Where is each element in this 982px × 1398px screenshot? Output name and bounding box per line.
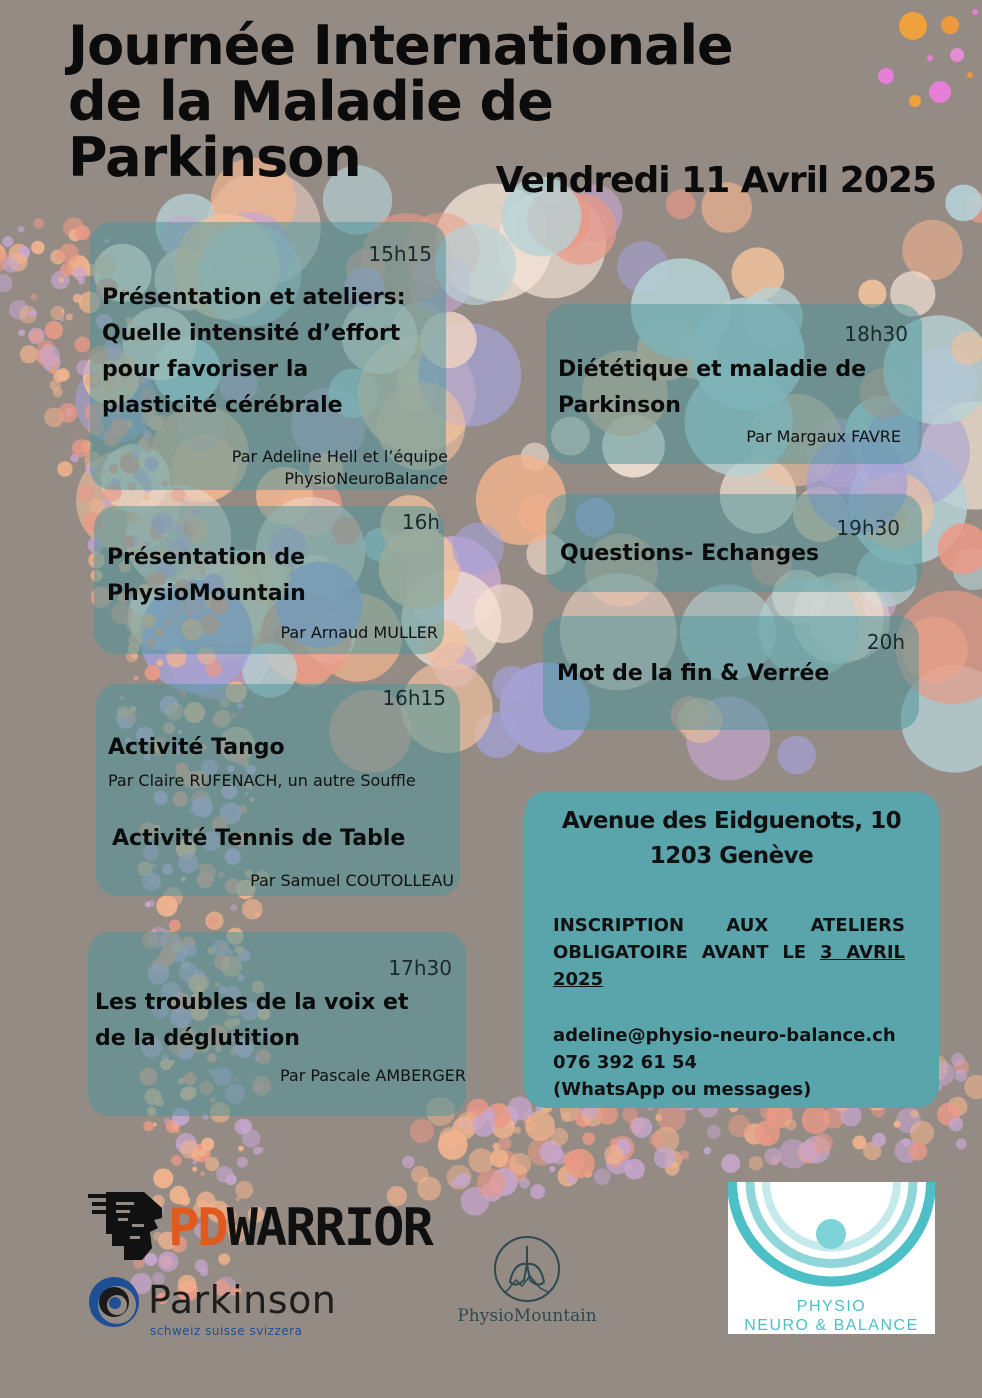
address-line: Avenue des Eidguenots, 10 bbox=[561, 808, 902, 834]
session-card-1515 bbox=[90, 222, 446, 490]
bokeh-dot bbox=[169, 920, 181, 932]
bokeh-dot bbox=[582, 1132, 595, 1145]
session-speaker: Par Margaux FAVRE bbox=[746, 427, 901, 446]
registration-note bbox=[553, 912, 905, 993]
bokeh-dot bbox=[253, 1147, 261, 1155]
bokeh-dot bbox=[519, 1178, 530, 1189]
event-date: Vendredi 11 Avril 2025 bbox=[495, 160, 936, 201]
bokeh-dot bbox=[951, 1053, 964, 1066]
session-title-line: Quelle intensité d’effort bbox=[102, 321, 401, 346]
bokeh-dot bbox=[498, 1137, 511, 1150]
session-title-line: Les troubles de la voix et bbox=[95, 990, 409, 1015]
pnb-arc-icon bbox=[728, 1182, 935, 1292]
pd-warrior-logo bbox=[88, 1186, 432, 1266]
bokeh-dot bbox=[649, 1132, 663, 1146]
title-line-1: Journée Internationale bbox=[68, 14, 733, 77]
session-time: 18h30 bbox=[844, 322, 908, 346]
session-title-tennis: Activité Tennis de Table bbox=[112, 826, 406, 851]
pd-word: PD bbox=[168, 1198, 227, 1258]
bokeh-dot bbox=[238, 1146, 244, 1152]
bokeh-dot bbox=[749, 1156, 764, 1171]
bokeh-dot bbox=[909, 1142, 928, 1161]
bokeh-dot bbox=[964, 1075, 982, 1099]
bokeh-dot bbox=[75, 225, 90, 240]
bokeh-dot bbox=[929, 81, 951, 103]
session-card-1830 bbox=[546, 304, 922, 464]
bokeh-dot bbox=[192, 1167, 197, 1172]
bokeh-dot bbox=[765, 1148, 782, 1165]
bokeh-dot bbox=[779, 1139, 808, 1168]
session-title-line: Parkinson bbox=[558, 393, 681, 418]
bokeh-dot bbox=[760, 1133, 770, 1143]
bokeh-dot bbox=[66, 313, 73, 320]
contact-phone[interactable]: 076 392 61 54 bbox=[553, 1052, 698, 1073]
bokeh-dot bbox=[59, 243, 79, 263]
session-title-line: de la déglutition bbox=[95, 1026, 300, 1051]
physiomountain-logo bbox=[452, 1234, 602, 1334]
bokeh-dot bbox=[972, 9, 978, 15]
bokeh-dot bbox=[73, 267, 86, 280]
bokeh-dot bbox=[490, 1149, 508, 1167]
bokeh-dot bbox=[58, 277, 64, 283]
bokeh-dot bbox=[550, 1128, 568, 1146]
session-speaker: Par Pascale AMBERGER bbox=[279, 1066, 466, 1085]
bokeh-dot bbox=[205, 1157, 219, 1171]
bokeh-dot bbox=[242, 899, 263, 920]
session-time: 16h15 bbox=[382, 686, 446, 710]
session-title bbox=[107, 540, 306, 612]
bokeh-dot bbox=[18, 329, 25, 336]
bokeh-dot bbox=[941, 16, 959, 34]
session-title bbox=[558, 352, 866, 424]
bokeh-dot bbox=[171, 1155, 182, 1166]
parkinson-languages: schweiz suisse svizzera bbox=[150, 1324, 303, 1338]
session-card-1615 bbox=[96, 684, 460, 896]
bokeh-dot bbox=[200, 1171, 205, 1176]
bokeh-dot bbox=[226, 1174, 237, 1185]
parkinson-suisse-logo bbox=[88, 1276, 368, 1340]
bokeh-dot bbox=[199, 1149, 207, 1157]
session-title-line: Présentation de bbox=[107, 545, 306, 570]
bokeh-dot bbox=[33, 218, 44, 229]
bokeh-dot bbox=[680, 1150, 689, 1159]
bokeh-dot bbox=[967, 72, 973, 78]
session-title-line: Présentation et ateliers: bbox=[102, 285, 406, 310]
registration-deadline: 3 AVRIL 2025 bbox=[553, 942, 905, 990]
speaker-line: Par Adeline Hell et l’équipe bbox=[231, 447, 448, 466]
bokeh-dot bbox=[785, 1119, 797, 1131]
session-title-line: Diététique et maladie de bbox=[558, 357, 866, 382]
bokeh-dot bbox=[410, 1119, 434, 1143]
bokeh-dot bbox=[145, 665, 161, 681]
physiomountain-wordmark: PhysioMountain bbox=[457, 1306, 597, 1326]
bokeh-dot bbox=[549, 1166, 555, 1172]
bokeh-dot bbox=[565, 1149, 594, 1178]
bokeh-dot bbox=[143, 1121, 154, 1132]
session-title bbox=[95, 985, 408, 1057]
session-card-1930 bbox=[546, 494, 922, 592]
bokeh-dot bbox=[143, 494, 150, 501]
bokeh-dot bbox=[180, 1140, 199, 1159]
speaker-line: PhysioNeuroBalance bbox=[284, 469, 448, 488]
bokeh-dot bbox=[956, 1138, 967, 1149]
bokeh-dot bbox=[927, 55, 933, 61]
bokeh-dot bbox=[50, 380, 61, 391]
bokeh-dot bbox=[57, 461, 72, 476]
parkinson-wordmark: Parkinson bbox=[148, 1278, 337, 1322]
physio-neuro-balance-logo bbox=[728, 1182, 935, 1334]
bokeh-dot bbox=[77, 485, 95, 503]
session-speaker bbox=[232, 446, 448, 490]
bokeh-dot bbox=[456, 1173, 470, 1187]
bokeh-dot bbox=[30, 294, 37, 301]
bokeh-dot bbox=[899, 12, 927, 40]
bokeh-dot bbox=[704, 1147, 712, 1155]
session-speaker-tennis: Par Samuel COUTOLLEAU bbox=[250, 871, 454, 890]
title-line-2: de la Maladie de bbox=[68, 70, 553, 133]
bokeh-dot bbox=[60, 317, 65, 322]
bokeh-dot bbox=[955, 1069, 968, 1082]
bokeh-dot bbox=[230, 904, 237, 911]
warrior-word: WARRIOR bbox=[226, 1198, 432, 1258]
bokeh-dot bbox=[435, 224, 516, 305]
session-time: 20h bbox=[866, 630, 905, 654]
bokeh-dot bbox=[721, 1154, 740, 1173]
bokeh-dot bbox=[74, 337, 90, 353]
contact-email[interactable]: adeline@physio-neuro-balance.ch bbox=[553, 1025, 896, 1046]
bokeh-dot bbox=[728, 1115, 750, 1137]
bokeh-dot bbox=[452, 523, 503, 574]
bokeh-dot bbox=[0, 274, 12, 292]
bokeh-dot bbox=[604, 1145, 623, 1164]
bokeh-dot bbox=[950, 48, 964, 62]
session-card-20h bbox=[543, 616, 919, 730]
pnb-line-2: NEURO & BALANCE bbox=[744, 1317, 919, 1334]
bokeh-dot bbox=[438, 1130, 468, 1160]
session-title bbox=[102, 280, 406, 424]
session-card-1730 bbox=[88, 932, 466, 1116]
bokeh-dot bbox=[411, 1166, 429, 1184]
parkinson-swirl-icon bbox=[88, 1276, 140, 1328]
session-title-tango: Activité Tango bbox=[108, 735, 285, 760]
session-title-line: PhysioMountain bbox=[107, 581, 306, 606]
bokeh-dot bbox=[29, 309, 37, 317]
bokeh-dot bbox=[852, 1136, 866, 1150]
info-card bbox=[524, 792, 939, 1108]
session-time: 16h bbox=[401, 510, 440, 534]
bokeh-dot bbox=[894, 1121, 901, 1128]
bokeh-dot bbox=[20, 345, 38, 363]
venue-address bbox=[524, 804, 939, 874]
session-speaker-tango: Par Claire RUFENACH, un autre Souffle bbox=[108, 771, 416, 790]
session-time: 19h30 bbox=[836, 516, 900, 540]
session-title: Mot de la fin & Verrée bbox=[557, 661, 830, 686]
bokeh-dot bbox=[910, 1121, 934, 1145]
bokeh-dot bbox=[902, 1138, 910, 1146]
bokeh-dot bbox=[208, 917, 217, 926]
bokeh-dot bbox=[813, 1133, 833, 1153]
bokeh-dot bbox=[156, 659, 163, 666]
session-speaker: Par Arnaud MULLER bbox=[280, 623, 438, 642]
address-line: 1203 Genève bbox=[649, 843, 814, 869]
bokeh-dot bbox=[477, 1169, 506, 1198]
bokeh-dot bbox=[655, 1114, 662, 1121]
bokeh-dot bbox=[134, 676, 139, 681]
bokeh-dot bbox=[2, 236, 13, 247]
bokeh-dot bbox=[73, 294, 82, 303]
bokeh-dot bbox=[909, 95, 921, 107]
pd-warrior-wordmark bbox=[168, 1200, 432, 1256]
warrior-head-icon bbox=[88, 1188, 168, 1264]
bokeh-dot bbox=[949, 1117, 963, 1131]
session-title: Questions- Echanges bbox=[560, 541, 820, 566]
bokeh-dot bbox=[72, 439, 90, 457]
bokeh-dot bbox=[654, 1147, 675, 1168]
bokeh-dot bbox=[777, 736, 816, 775]
contact-block bbox=[553, 1022, 896, 1103]
bokeh-dot bbox=[45, 321, 63, 339]
registration-text: INSCRIPTION AUX ATELIERS OBLIGATOIRE AVANT LE bbox=[553, 915, 905, 963]
bokeh-dot bbox=[910, 1109, 919, 1118]
bokeh-dot bbox=[530, 1184, 545, 1199]
bokeh-dot bbox=[631, 1117, 652, 1138]
bokeh-dot bbox=[3, 257, 19, 273]
bokeh-dot bbox=[235, 1119, 251, 1135]
bokeh-dot bbox=[58, 403, 78, 423]
title-line-3: Parkinson bbox=[68, 126, 361, 189]
bokeh-dot bbox=[594, 1168, 611, 1185]
contact-phone-note: (WhatsApp ou messages) bbox=[553, 1079, 812, 1100]
bokeh-dot bbox=[483, 1109, 495, 1121]
bokeh-dot bbox=[60, 263, 73, 276]
session-time: 17h30 bbox=[388, 956, 452, 980]
bokeh-dot bbox=[707, 1125, 721, 1139]
bokeh-dot bbox=[39, 345, 60, 366]
lungs-mountain-icon bbox=[492, 1234, 562, 1304]
bokeh-dot bbox=[878, 68, 894, 84]
bokeh-dot bbox=[561, 1112, 571, 1122]
pnb-line-1: PHYSIO bbox=[796, 1298, 867, 1315]
bokeh-dot bbox=[624, 1159, 645, 1180]
bokeh-dot bbox=[192, 1160, 196, 1164]
bokeh-dot bbox=[945, 185, 982, 222]
session-title-line: plasticité cérébrale bbox=[102, 393, 343, 418]
session-title-line: pour favoriser la bbox=[102, 357, 309, 382]
bokeh-dot bbox=[149, 900, 155, 906]
session-time: 15h15 bbox=[368, 242, 432, 266]
bokeh-dot bbox=[18, 226, 25, 233]
bokeh-dot bbox=[527, 1109, 534, 1116]
bokeh-dot bbox=[31, 241, 45, 255]
bokeh-dot bbox=[237, 1157, 248, 1168]
bokeh-dot bbox=[402, 1156, 415, 1169]
bokeh-dot bbox=[153, 1122, 157, 1126]
bokeh-dot bbox=[29, 330, 42, 343]
bokeh-dot bbox=[902, 220, 962, 280]
bokeh-dot bbox=[514, 1127, 521, 1134]
bokeh-dot bbox=[493, 666, 531, 704]
session-card-16h bbox=[94, 506, 444, 654]
bokeh-dot bbox=[872, 1133, 886, 1147]
